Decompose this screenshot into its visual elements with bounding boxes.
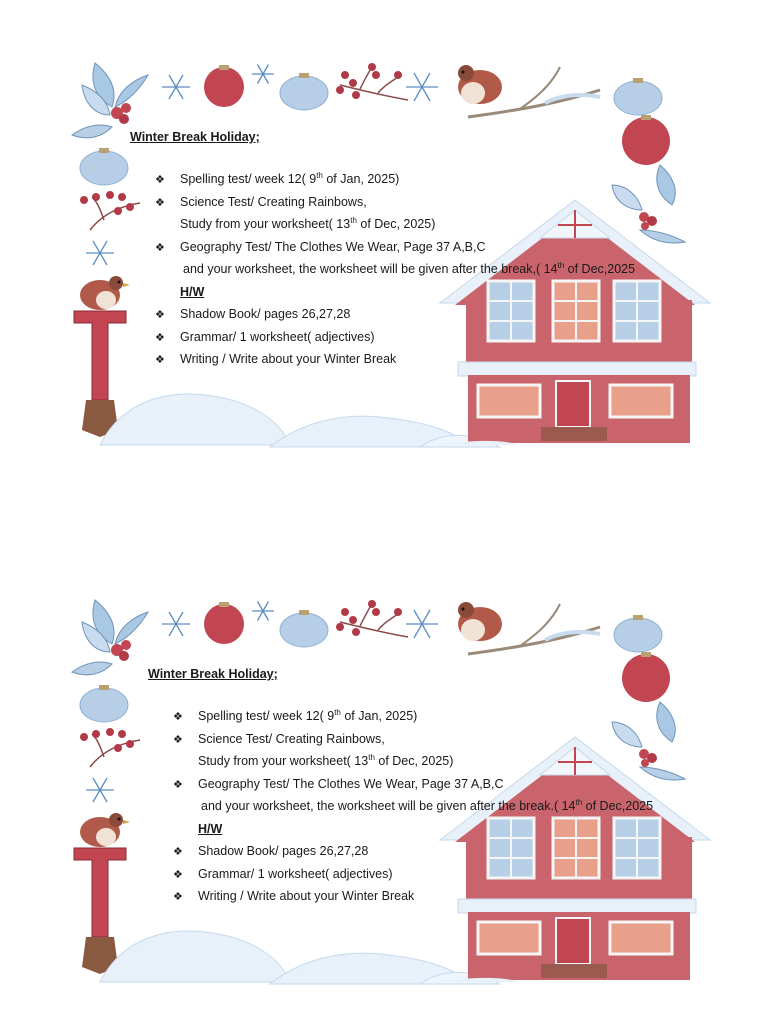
list-item-spelling: ❖ Spelling test/ week 12( 9th of Jan, 2025) [130,168,635,191]
diamond-bullet-icon: ❖ [173,778,183,791]
diamond-bullet-icon: ❖ [155,196,165,209]
diamond-bullet-icon: ❖ [155,309,165,321]
diamond-bullet-icon: ❖ [155,331,165,344]
list-item-writing: ❖ Writing / Write about your Winter Break [148,885,653,908]
diamond-bullet-icon: ❖ [173,891,183,903]
notice-card-2 [0,582,768,1002]
list-item-writing: ❖ Writing / Write about your Winter Break [130,348,635,371]
list-item-shadow-book: ❖ Shadow Book/ pages 26,27,28 [130,303,635,326]
list-item-shadow-book: ❖ Shadow Book/ pages 26,27,28 [148,840,653,863]
list-item-geography-detail: and your worksheet, the worksheet will be given after the break,( 14th of Dec,2025 [183,260,636,276]
diamond-bullet-icon: ❖ [155,241,165,254]
list-item-science-detail: Study from your worksheet( 13th of Dec, 2025) [180,215,436,231]
list-item-science: ❖ Science Test/ Creating Rainbows, [148,728,653,751]
notice-card-1 [0,45,768,465]
homework-heading: H/W [198,821,223,836]
notice-content [148,667,653,908]
homework-heading: H/W [180,284,205,299]
list-item-geography-detail: and your worksheet, the worksheet will be given after the break.( 14th of Dec,2025 [201,797,654,813]
diamond-bullet-icon: ❖ [173,846,183,858]
diamond-bullet-icon: ❖ [155,174,165,186]
list-item-science-detail: Study from your worksheet( 13th of Dec, 2025) [198,752,454,768]
list-item-grammar: ❖ Grammar/ 1 worksheet( adjectives) [148,863,653,886]
notice-title: Winter Break Holiday; [130,130,260,144]
notice-title: Winter Break Holiday; [148,667,278,681]
list-item-spelling: ❖ Spelling test/ week 12( 9th of Jan, 2025) [148,705,653,728]
diamond-bullet-icon: ❖ [155,354,165,366]
diamond-bullet-icon: ❖ [173,711,183,723]
list-item-grammar: ❖ Grammar/ 1 worksheet( adjectives) [130,326,635,349]
diamond-bullet-icon: ❖ [173,868,183,881]
list-item-science: ❖ Science Test/ Creating Rainbows, [130,191,635,214]
list-item-geography: ❖ Geography Test/ The Clothes We Wear, Page 37 A,B,C [148,773,653,796]
notice-content [130,130,635,371]
list-item-geography: ❖ Geography Test/ The Clothes We Wear, Page 37 A,B,C [130,236,635,259]
diamond-bullet-icon: ❖ [173,733,183,746]
